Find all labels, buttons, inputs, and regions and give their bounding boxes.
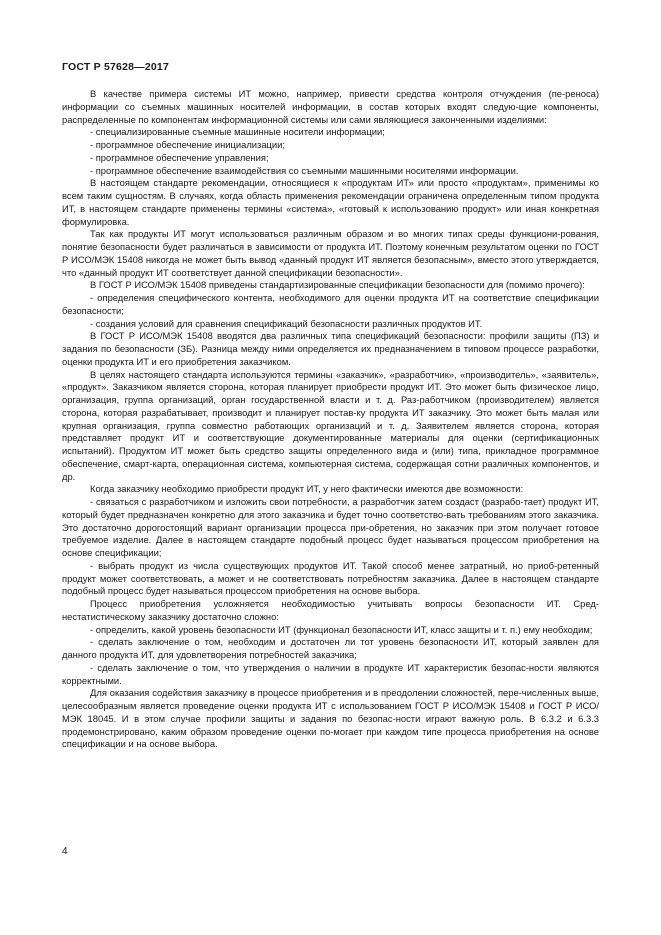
list-item: - программное обеспечение взаимодействия со съемными машинными носителями информации. (90, 164, 519, 176)
paragraph: Процесс приобретения усложняется необходимостью учитывать вопросы безопасности ИТ. Сред-нестатистическому заказчику достаточно сложно: (62, 598, 599, 622)
paragraph: В ГОСТ Р ИСО/МЭК 15408 вводятся два различных типа спецификаций безопасности: профили защиты (ПЗ) и задания по безопасности (ЗБ). Разница между ними определяется их предназначением в типовом процессе разработки, оценки продукта ИТ и его приобретения заказчиком. (62, 330, 599, 367)
page-number: 4 (62, 846, 68, 857)
document-header: ГОСТ Р 57628—2017 (62, 61, 170, 73)
paragraph: В ГОСТ Р ИСО/МЭК 15408 приведены стандартизированные спецификации безопасности для (помимо прочего): (90, 279, 585, 291)
paragraph: В настоящем стандарте рекомендации, относящиеся к «продуктам ИТ» или просто «продуктам», применимы ко всем таким сущностям. В случаях, когда область применения рекомендации ограничена определенным типом продукта ИТ, в настоящем стандарте применены термины «система», «готовый к использованию продукт» или иная конкретная формулировка. (62, 177, 599, 227)
paragraph: Когда заказчику необходимо приобрести продукт ИТ, у него фактически имеются две возможности: (90, 483, 524, 495)
list-item: - создания условий для сравнения спецификаций безопасности различных продуктов ИТ. (90, 317, 483, 329)
list-item: - сделать заключение о том, что утверждения о наличии в продукте ИТ характеристик безопас-ности являются корректными. (62, 661, 599, 686)
list-item: - специализированные съемные машинные носители информации; (90, 126, 385, 138)
list-item: - выбрать продукт из числа существующих продуктов ИТ. Такой способ менее затратный, но приоб-ретенный продукт может соответствовать, а может и не соответствовать потребностям заказчика. Далее в настоящем стандарте подобный процесс будет называться процессом приобретения на основе выбора. (62, 559, 599, 597)
paragraph: Так как продукты ИТ могут использоваться различным образом и во многих типах среды функциони-рования, понятие безопасности будет различаться в зависимости от продукта ИТ. Поэтому конечным результатом оценки по ГОСТ Р ИСО/МЭК 15408 никогда не может быть вывод «данный продукт ИТ является безопасным», вместо этого утверждается, что «данный продукт ИТ соответствует данной спецификации безопасности». (62, 228, 599, 278)
list-item: - сделать заключение о том, необходим и достаточен ли тот уровень безопасности ИТ, который заявлен для данного продукта ИТ, для удовлетворения потребностей заказчика; (62, 636, 599, 660)
list-item: - определения специфического контента, необходимого для оценки продукта ИТ на соответствие спецификации безопасности; (62, 292, 599, 316)
document-body (62, 88, 599, 751)
list-item: - связаться с разработчиком и изложить свои потребности, а разработчик затем создаст (разрабо-тает) продукт ИТ, который будет предназначен конкретно для этого заказчика и будет точно соответство-вать требованиям этого заказчика. Это достаточно дорогостоящий вариант организации процесса при-обретения, но заказчик при этом получает готовое требуемое изделие. Далее в настоящем стандарте подобный процесс будет называться процессом приобретения на основе спецификации; (62, 496, 599, 558)
list-item: - определить, какой уровень безопасности ИТ (функционал безопасности ИТ, класс защиты и т. п.) ему необходим; (90, 623, 593, 635)
list-item: - программное обеспечение управления; (90, 151, 269, 163)
paragraph: В качестве примера системы ИТ можно, например, привести средства контроля отчуждения (пе-реноса) информации со съемных машинных носителей информации, в состав которых входят следую-щие компоненты, распределенные по компонентам информационной системы или сами являющиеся законченными изделиями: (62, 88, 599, 125)
paragraph: В целях настоящего стандарта используются термины «заказчик», «разработчик», «производитель», «заявитель», «продукт». Заказчиком является сторона, которая планирует приобрести продукт ИТ. Это может быть физическое лицо, организация, группа организаций, орган государственной власти и т. д. Раз-работчиком (производителем) является сторона, которая разрабатывает, производит и планирует постав-ку продукта ИТ заказчику. Это может быть малая или крупная организация, группа совместно работающих организаций и т. д. Заявителем является сторона, которая представляет продукт ИТ и соответствующие документированные материалы для оценки (сертификационных испытаний). Продуктом ИТ может быть средство защиты определенного вида и (или) типа, прикладное программное обеспечение, смарт-карта, операционная система, компьютерная система, содержащая сотни различных компонентов, и др. (62, 368, 599, 482)
list-item: - программное обеспечение инициализации; (90, 139, 286, 150)
paragraph: Для оказания содействия заказчику в процессе приобретения и в преодолении сложностей, пере-численных выше, целесообразным является проведение оценки продукта ИТ с использованием ГОСТ Р ИСО/МЭК 15408 и ГОСТ Р ИСО/МЭК 18045. И в этом случае профили защиты и задания по безопас-ности играют важную роль. В 6.3.2 и 6.3.3 продемонстрировано, каким образом проведение оценки по-могает при каждом типе процесса приобретения на основе спецификации и на основе выбора. (62, 687, 599, 750)
